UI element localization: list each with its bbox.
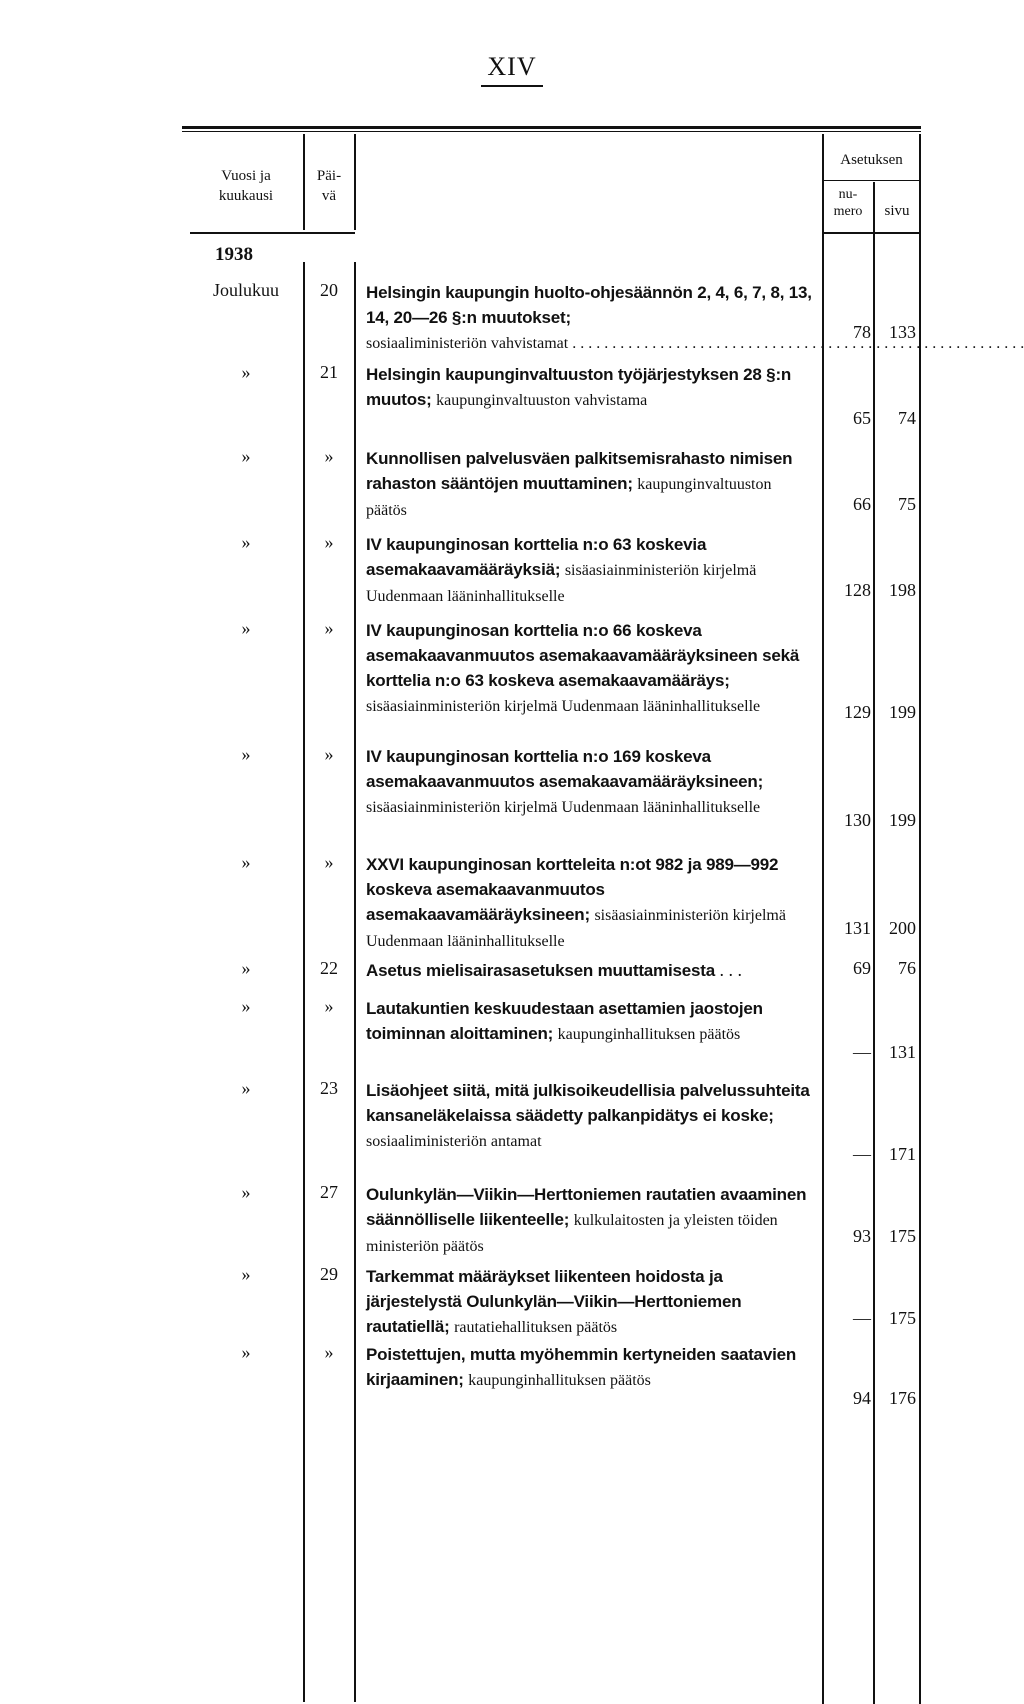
- month-cell: »: [241, 618, 251, 638]
- entry-description: [366, 1182, 816, 1259]
- entry-description: [366, 280, 816, 356]
- entry-title: IV kaupunginosan korttelia n:o 66 koskeva asemakaavanmuutos asemakaavamääräyksineen sekä korttelia n:o 63 koskeva asemakaavamääräys;: [366, 621, 800, 690]
- sivu-cell: 176: [889, 1388, 916, 1408]
- numero-cell: —: [853, 1144, 871, 1164]
- header-month: Vuosi ja kuukausi: [218, 168, 274, 204]
- entry-title: Lautakuntien keskuudestaan asettamien jaostojen toiminnan aloittaminen;: [366, 999, 763, 1043]
- entry-note: kaupunginhallituksen päätös: [557, 1026, 741, 1043]
- header-numero: nu- mero: [833, 187, 863, 219]
- month-cell: »: [241, 1182, 251, 1202]
- day-cell: »: [324, 852, 334, 872]
- entry-note: kaupunginvaltuuston päätös: [366, 476, 772, 519]
- entry-title: Lisäohjeet siitä, mitä julkisoikeudellisia palvelussuhteita kansaneläkelaissa säädetty palkanpidätys ei koske;: [366, 1081, 810, 1125]
- sivu-cell: 200: [889, 918, 916, 938]
- entry-description: [366, 446, 816, 523]
- entry-note: sisäasiainministeriön kirjelmä Uudenmaan lääninhallitukselle: [366, 799, 761, 816]
- day-cell: »: [324, 744, 334, 764]
- numero-cell: 69: [853, 958, 871, 978]
- entry-description: [366, 618, 816, 719]
- entry-description: [366, 362, 816, 413]
- month-cell: »: [241, 532, 251, 552]
- sivu-cell: 199: [889, 810, 916, 830]
- day-cell: 20: [320, 280, 338, 300]
- month-cell: »: [241, 852, 251, 872]
- numero-cell: —: [853, 1308, 871, 1328]
- entry-note: sosiaaliministeriön antamat: [366, 1133, 542, 1150]
- sivu-cell: 175: [889, 1308, 916, 1328]
- numero-cell: 94: [853, 1388, 871, 1408]
- entry-title: Poistettujen, mutta myöhemmin kertyneiden saatavien kirjaaminen;: [366, 1345, 797, 1389]
- day-cell: »: [324, 446, 334, 466]
- numero-cell: 65: [853, 408, 871, 428]
- day-cell: 29: [320, 1264, 338, 1284]
- entry-description: [366, 1078, 816, 1154]
- entry-title: Helsingin kaupungin huolto-ohjesäännön 2, 4, 6, 7, 8, 13, 14, 20—26 §:n muutokset;: [366, 283, 812, 327]
- entry-description: [366, 1342, 816, 1393]
- day-cell: 27: [320, 1182, 338, 1202]
- col-divider-day-body: [303, 262, 305, 1702]
- numero-cell: 129: [844, 702, 871, 722]
- sivu-cell: 131: [889, 1042, 916, 1062]
- month-cell: »: [241, 996, 251, 1016]
- table-top-rule: [182, 126, 921, 129]
- entry-note: sosiaaliministeriön vahvistamat . . .: [366, 335, 1024, 352]
- sivu-cell: 76: [898, 958, 916, 978]
- entry-description: [366, 1264, 816, 1340]
- numero-cell: 130: [844, 810, 871, 830]
- entry-description: [366, 852, 816, 954]
- numero-cell: —: [853, 1042, 871, 1062]
- entry-description: [366, 532, 816, 609]
- entry-note: sisäasiainministeriön kirjelmä Uudenmaan lääninhallitukselle: [366, 907, 786, 950]
- year-heading: 1938: [215, 244, 253, 265]
- entry-title: Kunnollisen palvelusväen palkitsemisrahasto nimisen rahaston sääntöjen muuttaminen;: [366, 449, 793, 493]
- numero-cell: 93: [853, 1226, 871, 1246]
- entry-title: Tarkemmat määräykset liikenteen hoidosta ja järjestelystä Oulunkylän—Viikin—Herttoniemen rautatiellä;: [366, 1267, 742, 1336]
- header-bottom-rule-left: [190, 232, 355, 234]
- entry-title: IV kaupunginosan korttelia n:o 63 koskevia asemakaavamääräyksiä;: [366, 535, 707, 579]
- sivu-cell: 199: [889, 702, 916, 722]
- page-number: XIV: [0, 52, 1024, 82]
- sivu-cell: 74: [898, 408, 916, 428]
- entry-note: sisäasiainministeriön kirjelmä Uudenmaan lääninhallitukselle: [366, 698, 761, 715]
- month-cell: »: [241, 362, 251, 382]
- numero-cell: 131: [844, 918, 871, 938]
- day-cell: 21: [320, 362, 338, 382]
- day-cell: 22: [320, 958, 338, 978]
- col-divider-desc: [354, 134, 356, 230]
- day-cell: »: [324, 532, 334, 552]
- entry-note: kaupunginvaltuuston vahvistama: [436, 392, 648, 409]
- month-cell: »: [241, 1264, 251, 1284]
- numero-cell: 78: [853, 322, 871, 342]
- entry-note: kulkulaitosten ja yleisten töiden ministeriön päätös: [366, 1212, 778, 1255]
- sivu-cell: 75: [898, 494, 916, 514]
- entry-title: IV kaupunginosan korttelia n:o 169 koskeva asemakaavanmuutos asemakaavamääräyksineen;: [366, 747, 764, 791]
- entry-title: Asetus mielisairasasetuksen muuttamisesta: [366, 961, 715, 980]
- col-divider-desc-body: [354, 262, 356, 1702]
- asetus-subheader-rule: [822, 180, 921, 181]
- month-cell: »: [241, 1342, 251, 1362]
- sivu-cell: 198: [889, 580, 916, 600]
- sivu-cell: 171: [889, 1144, 916, 1164]
- header-sivu: sivu: [884, 203, 910, 219]
- month-cell: »: [241, 446, 251, 466]
- entry-title: Oulunkylän—Viikin—Herttoniemen rautatien avaaminen säännölliselle liikenteelle;: [366, 1185, 807, 1229]
- entry-note: kaupunginhallituksen päätös: [468, 1372, 651, 1389]
- day-cell: »: [324, 996, 334, 1016]
- col-divider-right: [919, 134, 921, 1704]
- entry-description: [366, 744, 816, 820]
- entry-note: rautatiehallituksen päätös: [454, 1319, 618, 1336]
- entry-note: sisäasiainministeriön kirjelmä Uudenmaan lääninhallitukselle: [366, 562, 757, 605]
- month-cell: »: [241, 744, 251, 764]
- month-cell: »: [241, 1078, 251, 1098]
- day-cell: »: [324, 618, 334, 638]
- numero-cell: 66: [853, 494, 871, 514]
- day-cell: »: [324, 1342, 334, 1362]
- day-cell: 23: [320, 1078, 338, 1098]
- table-top-rule-thin: [182, 131, 921, 132]
- sivu-cell: 133: [889, 322, 916, 342]
- entry-description: [366, 996, 816, 1047]
- entry-description: Asetus mielisairasasetuksen muuttamisesta . . .: [366, 960, 742, 980]
- header-day: Päi- vä: [316, 168, 342, 204]
- header-asetus: Asetuksen: [840, 152, 903, 168]
- header-bottom-rule-right: [822, 232, 921, 234]
- numero-cell: 128: [844, 580, 871, 600]
- entry-title: Helsingin kaupunginvaltuuston työjärjestyksen 28 §:n muutos;: [366, 365, 792, 409]
- entry-title: XXVI kaupunginosan kortteleita n:ot 982 ja 989—992 koskeva asemakaavanmuutos asemakaavamääräyksineen;: [366, 855, 779, 924]
- sivu-cell: 175: [889, 1226, 916, 1246]
- month-cell: Joulukuu: [212, 280, 279, 300]
- month-cell: »: [241, 958, 251, 978]
